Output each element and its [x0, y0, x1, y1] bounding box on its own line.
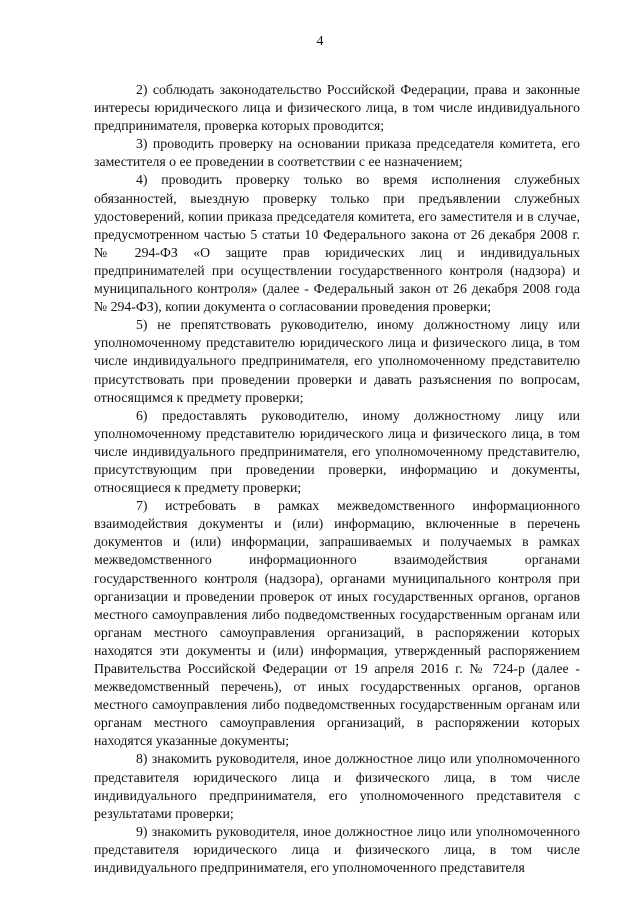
paragraph-item-6: 6) предоставлять руководителю, иному должностному лицу или уполномоченному представителю юридического лица и физического лица, в том числе индивидуального предпринимателя, его уполномоченному представителю, присутствующим при проведении проверки, информацию и документы, относящиеся к предмету проверки;: [94, 407, 580, 496]
paragraph-item-4: 4) проводить проверку только во время исполнения служебных обязанностей, выездную проверку только при предъявлении служебных удостоверений, копии приказа председателя комитета, его заместителя и в случае, предусмотренном частью 5 статьи 10 Федерального закона от 26 декабря 2008 г. № 294-ФЗ «О защите прав юридических лиц и индивидуальных предпринимателей при осуществлении государственного контроля (надзора) и муниципального контроля» (далее - Федеральный закон от 26 декабря 2008 года № 294-ФЗ), копии документа о согласовании проведения проверки;: [94, 172, 580, 315]
paragraph-item-2: 2) соблюдать законодательство Российской Федерации, права и законные интересы юридического лица и физического лица, в том числе индивидуального предпринимателя, проверка которых проводится;: [94, 82, 580, 134]
paragraph-item-5: 5) не препятствовать руководителю, иному должностному лицу или уполномоченному представителю юридического лица и физического лица, в том числе индивидуального предпринимателя, его уполномоченному представителю присутствовать при проведении проверки и давать разъяснения по вопросам, относящимся к предмету проверки;: [94, 317, 580, 405]
paragraph-item-3: 3) проводить проверку на основании приказа председателя комитета, его заместителя о ее проведении в соответствии с ее назначением;: [94, 136, 580, 170]
page-number: 4: [316, 34, 324, 49]
paragraph-item-8: 8) знакомить руководителя, иное должностное лицо или уполномоченного представителя юридического лица и физического лица, в том числе индивидуального предпринимателя, его уполномоченного представителя с результатами проверки;: [94, 751, 580, 821]
document-body: [94, 81, 580, 877]
paragraph-item-9: 9) знакомить руководителя, иное должностное лицо или уполномоченного представителя юридического лица и физического лица, в том числе индивидуального предпринимателя, его уполномоченного представителя: [94, 823, 580, 876]
paragraph-item-7: 7) истребовать в рамках межведомственного информационного взаимодействия документы и (или) информацию, включенные в перечень документов и (или) информации, запрашиваемых и получаемых в рамках межведомственного информационного взаимодействия органами государственного контроля (надзора), органами муниципального контроля при организации и проведении проверок от иных государственных органов, органов местного самоуправления либо подведомственных государственным органам или органам местного самоуправления организаций, в распоряжении которых находятся эти документы и (или) информация, утвержденный распоряжением Правительства Российской Федерации от 19 апреля 2016 г. № 724-р (далее - межведомственный перечень), от иных государственных органов, органов местного самоуправления либо подведомственных государственным органам или органам местного самоуправления организаций, в распоряжении которых находятся указанные документы;: [94, 498, 580, 749]
